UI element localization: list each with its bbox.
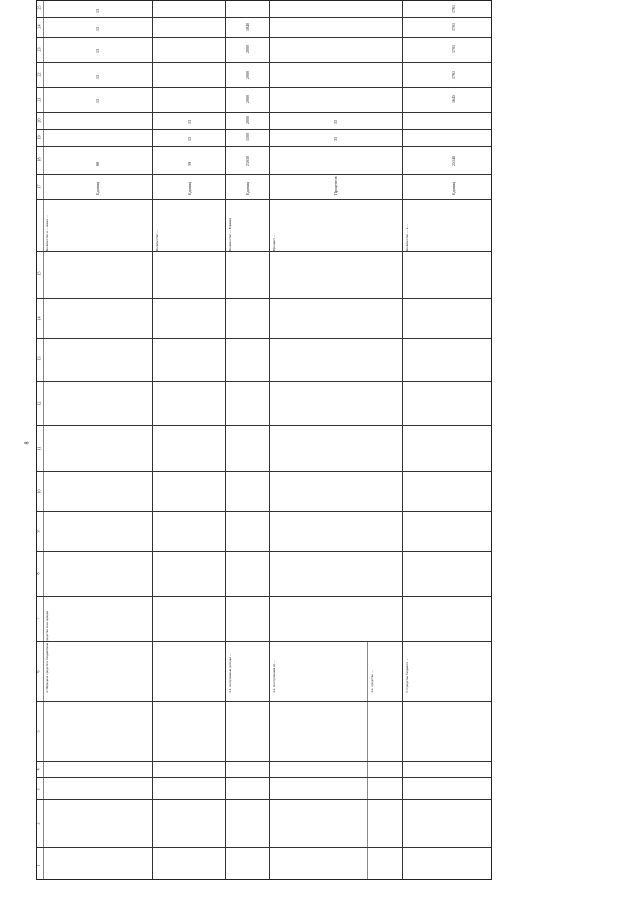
row-label: 5. Средства бюджета ...: [405, 658, 409, 693]
row-divider: [37, 298, 491, 299]
column-number: 1: [35, 864, 41, 867]
unit-label: Процентов: [333, 176, 338, 195]
indicator-text: Количество ...: [155, 230, 159, 251]
value-cell: 13: [95, 99, 100, 103]
column-divider: [367, 641, 368, 879]
indicator-text: Количество ... в ...: [405, 224, 409, 251]
value-cell: 13: [95, 9, 100, 13]
row-divider: [37, 511, 491, 512]
unit-label: Единиц: [245, 181, 250, 195]
column-number: 19: [36, 135, 42, 140]
row-divider: [37, 146, 491, 147]
indicator-text: Процент ...: [272, 234, 276, 251]
row-divider: [37, 251, 491, 252]
column-number: 4: [35, 768, 41, 771]
row-divider: [37, 701, 491, 702]
row-divider: [37, 425, 491, 426]
unit-label: Единиц: [187, 181, 192, 195]
row-divider: [37, 87, 491, 88]
value-cell: 2000: [245, 95, 250, 103]
row-divider: [37, 471, 491, 472]
column-number: 23: [36, 47, 42, 52]
unit-label: Единиц: [95, 181, 100, 195]
value-cell: 1761: [451, 71, 456, 79]
row-divider: [37, 551, 491, 552]
value-cell: 13: [187, 137, 192, 141]
column-number: 21: [36, 97, 42, 102]
value-cell: 2000: [245, 116, 250, 124]
value-cell: 1701: [451, 23, 456, 31]
row-divider: [37, 847, 491, 848]
column-number: 18: [36, 157, 42, 162]
column-number: 14: [36, 316, 42, 321]
value-cell: 33: [333, 120, 338, 124]
column-number: 13: [36, 356, 42, 361]
indicator-text: Количество ... Единиц: [228, 217, 232, 251]
row-divider: [37, 761, 491, 762]
column-divider: [402, 1, 403, 879]
value-cell: 1840: [245, 23, 250, 31]
row-divider: [37, 338, 491, 339]
page-number: 8: [24, 441, 31, 445]
row-divider: [37, 62, 491, 63]
column-number: 17: [36, 184, 42, 189]
row-divider: [37, 641, 491, 642]
row-divider: [37, 596, 491, 597]
row-label: 4.2. поступления из ...: [272, 660, 276, 693]
column-number: 24: [36, 24, 42, 29]
column-number: 20: [36, 118, 42, 123]
column-number: 10: [36, 489, 42, 494]
row-divider: [37, 17, 491, 18]
row-label: 4. Передача средств в бюджетные средства и на нужды: [45, 611, 49, 693]
column-number: 6: [35, 670, 41, 673]
value-cell: 13: [95, 49, 100, 53]
column-number: 15: [36, 271, 42, 276]
value-cell: 39: [187, 162, 192, 166]
value-cell: 33: [333, 137, 338, 141]
column-divider: [43, 1, 44, 879]
data-table: [36, 0, 492, 880]
row-divider: [37, 799, 491, 800]
column-number: 7: [35, 617, 41, 620]
row-divider: [37, 381, 491, 382]
column-number: 5: [35, 730, 41, 733]
value-cell: 2000: [245, 45, 250, 53]
value-cell: 2000: [245, 71, 250, 79]
value-cell: 1761: [451, 5, 456, 13]
column-number: 25: [36, 5, 42, 10]
row-divider: [37, 112, 491, 113]
row-divider: [37, 37, 491, 38]
row-divider: [37, 129, 491, 130]
column-number: 22: [36, 72, 42, 77]
row-label: 4.1. полученные доходы ...: [228, 653, 232, 693]
value-cell: 1645: [451, 95, 456, 103]
value-cell: 1701: [451, 45, 456, 53]
row-divider: [37, 174, 491, 175]
column-number: 3: [35, 788, 41, 791]
column-number: 11: [36, 446, 42, 451]
column-divider: [269, 1, 270, 879]
row-divider: [37, 777, 491, 778]
column-divider: [225, 1, 226, 879]
column-number: 8: [35, 572, 41, 575]
value-cell: 13: [187, 120, 192, 124]
row-label: 4.3. средства ...: [370, 670, 374, 693]
indicator-text: Количество в ... иных ...: [45, 215, 49, 251]
column-divider: [152, 1, 153, 879]
unit-label: Единиц: [451, 181, 456, 195]
column-number: 9: [35, 530, 41, 533]
column-number: 12: [36, 401, 42, 406]
value-cell: 13: [95, 75, 100, 79]
value-cell: 21030: [245, 156, 250, 166]
row-divider: [37, 199, 491, 200]
value-cell: 1500: [245, 133, 250, 141]
column-number: 2: [35, 822, 41, 825]
value-cell: 25140: [451, 156, 456, 166]
value-cell: 68: [95, 162, 100, 166]
value-cell: 13: [95, 27, 100, 31]
